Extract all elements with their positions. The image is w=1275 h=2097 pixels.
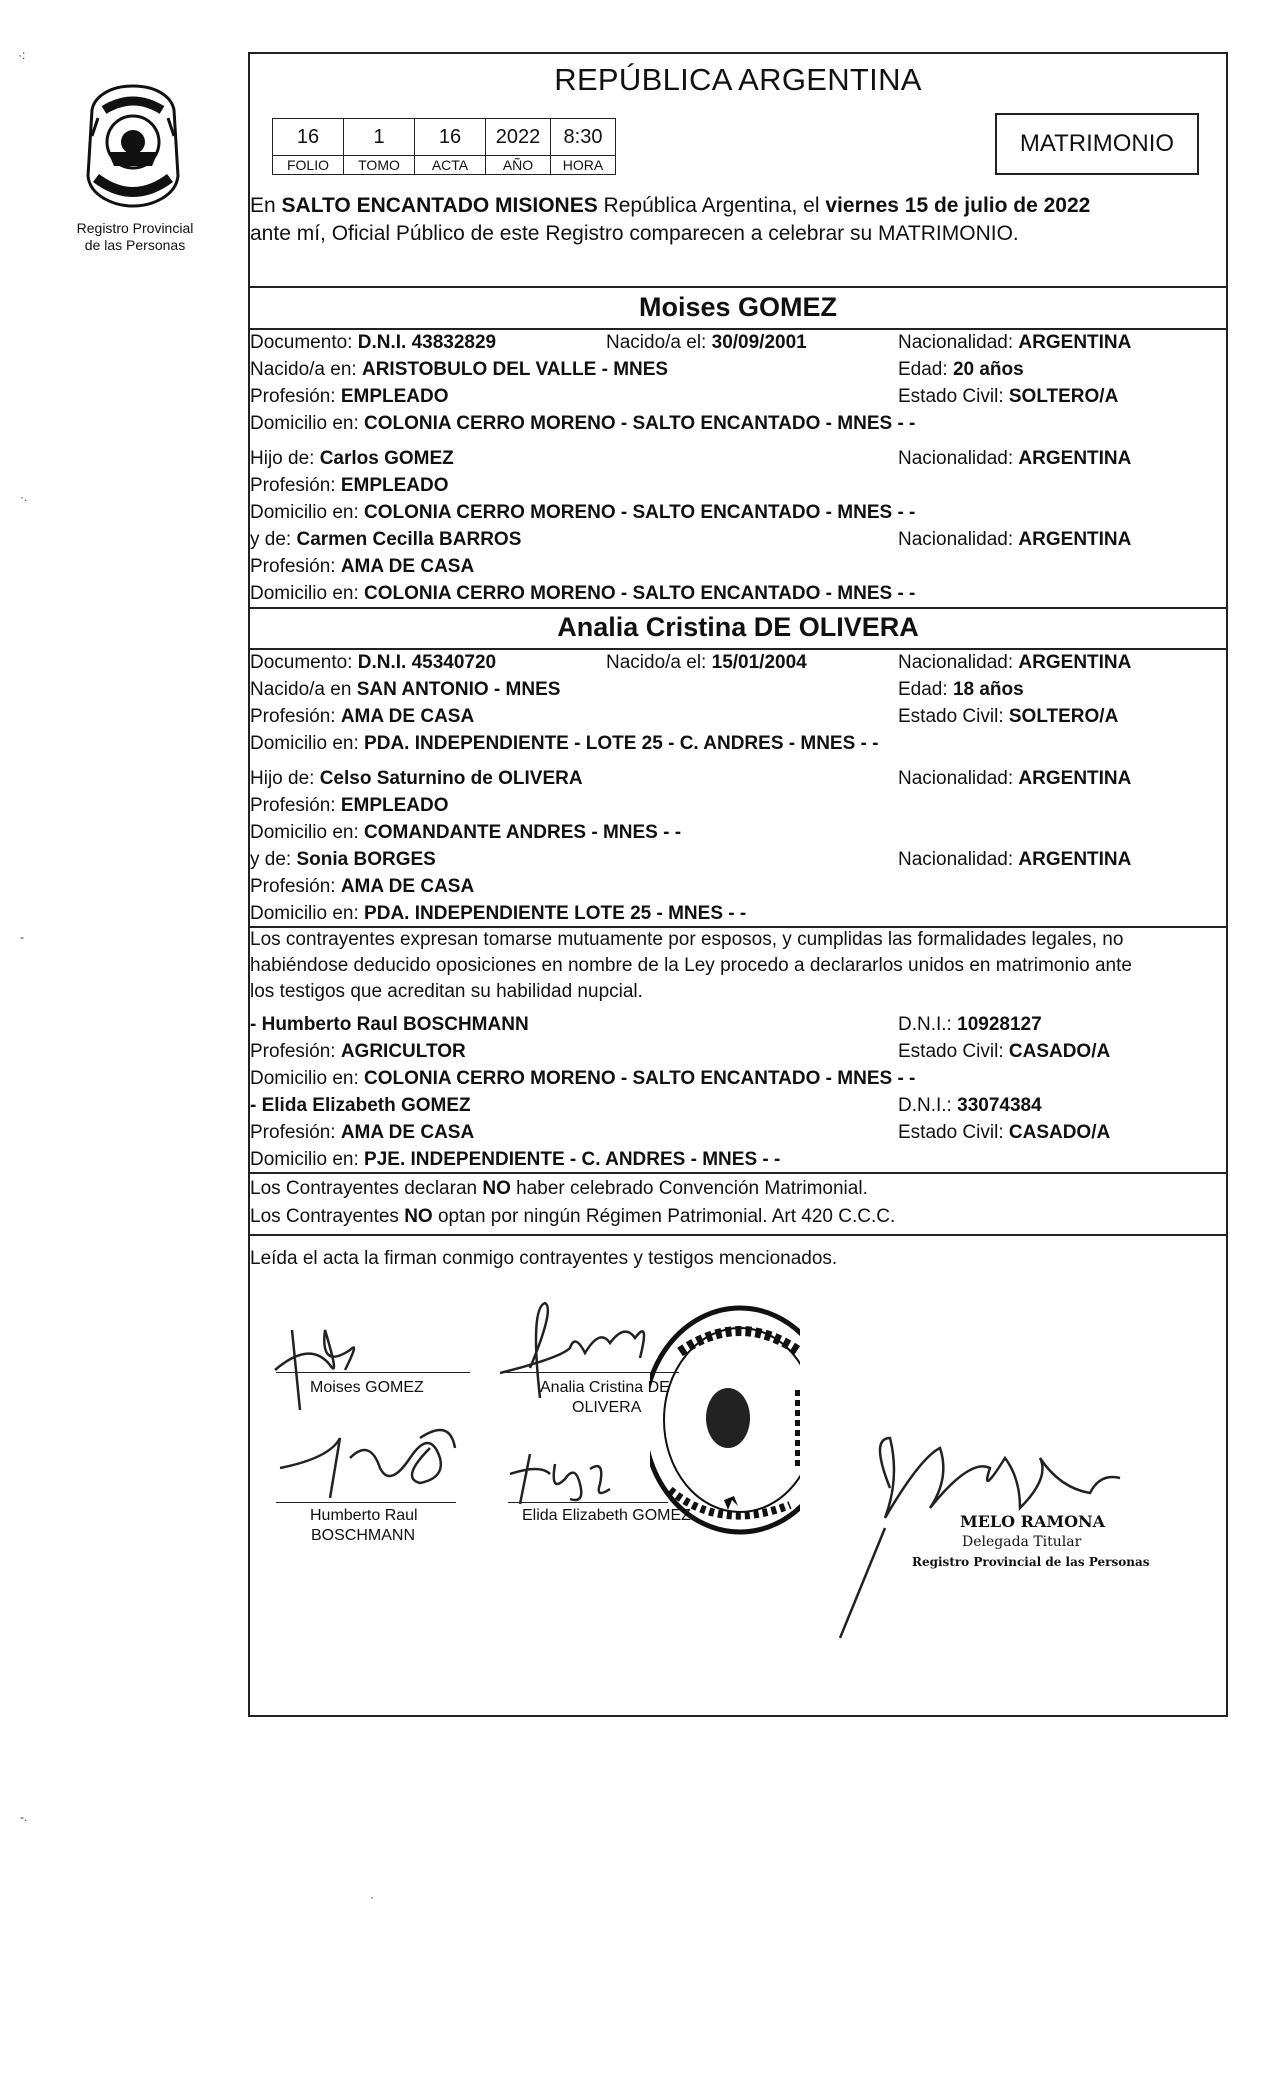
divider <box>248 1234 1228 1236</box>
spouse1-profession: Profesión: EMPLEADO <box>250 386 449 407</box>
witness1-civil-status: Estado Civil: CASADO/A <box>898 1041 1111 1062</box>
spouse1-mother: y de: Carmen Cecilla BARROS <box>250 529 522 550</box>
witness2-dni: D.N.I.: 33074384 <box>898 1095 1042 1116</box>
official-round-stamp <box>650 1300 800 1540</box>
caption-line1: Registro Provincial <box>76 220 194 236</box>
spouse1-nationality: Nacionalidad: ARGENTINA <box>898 332 1132 353</box>
spouse2-mother-profession: Profesión: AMA DE CASA <box>250 876 475 897</box>
spouse2-address: Domicilio en: PDA. INDEPENDIENTE - LOTE 25 - C. ANDRES - MNES - - <box>250 733 879 754</box>
witness1-signature-name-2: BOSCHMANN <box>311 1527 416 1544</box>
spouse1-birthdate: Nacido/a el: 30/09/2001 <box>606 332 807 353</box>
spouse1-name: Moises GOMEZ <box>638 292 838 322</box>
hora-label: HORA <box>551 156 616 175</box>
spouse1-age: Edad: 20 años <box>898 359 1024 380</box>
tomo-value: 1 <box>344 119 415 156</box>
folio-value: 16 <box>273 119 344 156</box>
divider <box>248 607 1228 609</box>
provincia-misiones-seal <box>78 80 188 210</box>
spouse1-address: Domicilio en: COLONIA CERRO MORENO - SALTO ENCANTADO - MNES - - <box>250 413 916 434</box>
scan-artifact: ·. <box>20 490 28 504</box>
spouse2-father-address: Domicilio en: COMANDANTE ANDRES - MNES - - <box>250 822 682 843</box>
anio-value: 2022 <box>486 119 551 156</box>
document-type-box: MATRIMONIO <box>995 113 1199 175</box>
intro-place: SALTO ENCANTADO MISIONES <box>281 194 598 217</box>
acta-label: ACTA <box>415 156 486 175</box>
caption-line2: de las Personas <box>84 237 186 253</box>
spouse2-profession: Profesión: AMA DE CASA <box>250 706 475 727</box>
registry-caption <box>50 220 220 254</box>
witness1-profession: Profesión: AGRICULTOR <box>250 1041 466 1062</box>
witness2-name: - Elida Elizabeth GOMEZ <box>250 1095 471 1116</box>
page-title: REPÚBLICA ARGENTINA <box>554 62 922 97</box>
witness2-signature <box>510 1444 620 1514</box>
official-role: Delegada Titular <box>962 1534 1082 1550</box>
spouse1-mother-address: Domicilio en: COLONIA CERRO MORENO - SALTO ENCANTADO - MNES - - <box>250 583 916 604</box>
spouse2-birthdate: Nacido/a el: 15/01/2004 <box>606 652 807 673</box>
bride-signature-name-2: OLIVERA <box>572 1399 642 1416</box>
closing-text: Leída el acta la firman conmigo contrayentes y testigos mencionados. <box>250 1248 838 1269</box>
declaration-text: Los contrayentes expresan tomarse mutuamente por esposos, y cumplidas las formalidades legales, no habiéndose deducido oposiciones en nombre de la Ley procedo a declararlos unidos en matrimonio ante los testigos que acreditan su habilidad nupcial. <box>250 929 1132 1002</box>
scan-artifact: -. <box>20 1810 28 1824</box>
spouse2-father-nationality: Nacionalidad: ARGENTINA <box>898 768 1132 789</box>
anio-label: AÑO <box>486 156 551 175</box>
hora-value: 8:30 <box>551 119 616 156</box>
witness1-address: Domicilio en: COLONIA CERRO MORENO - SALTO ENCANTADO - MNES - - <box>250 1068 916 1089</box>
spouse1-mother-profession: Profesión: AMA DE CASA <box>250 556 475 577</box>
divider <box>248 1172 1228 1174</box>
spouse1-document: Documento: D.N.I. 43832829 <box>250 332 497 353</box>
folio-label: FOLIO <box>273 156 344 175</box>
spouse1-father-nationality: Nacionalidad: ARGENTINA <box>898 448 1132 469</box>
spouse2-birthplace: Nacido/a en SAN ANTONIO - MNES <box>250 679 561 700</box>
scan-artifact: ·: <box>18 48 26 62</box>
intro-text: En SALTO ENCANTADO MISIONES República Argentina, el viernes 15 de julio de 2022 ante mí, Oficial Público de este Registro comparecen a celebrar su MATRIMONIO. <box>250 192 1225 248</box>
spouse2-mother-address: Domicilio en: PDA. INDEPENDIENTE LOTE 25 - MNES - - <box>250 903 747 924</box>
spouse2-age: Edad: 18 años <box>898 679 1024 700</box>
spouse1-father: Hijo de: Carlos GOMEZ <box>250 448 454 469</box>
divider <box>248 286 1228 288</box>
spouse2-civil-status: Estado Civil: SOLTERO/A <box>898 706 1119 727</box>
spouse2-mother-nationality: Nacionalidad: ARGENTINA <box>898 849 1132 870</box>
witness1-signature <box>270 1418 470 1508</box>
spouse1-father-profession: Profesión: EMPLEADO <box>250 475 449 496</box>
witness2-signature-line <box>508 1502 668 1503</box>
spouse2-nationality: Nacionalidad: ARGENTINA <box>898 652 1132 673</box>
groom-signature <box>270 1310 370 1420</box>
registry-table <box>272 118 616 175</box>
spouse2-name: Analia Cristina DE OLIVERA <box>557 612 919 642</box>
scan-artifact: · <box>370 1890 374 1904</box>
witness2-address: Domicilio en: PJE. INDEPENDIENTE - C. ANDRES - MNES - - <box>250 1149 781 1170</box>
witness1-signature-line <box>276 1502 456 1503</box>
bride-signature-name-1: Analia Cristina DE <box>540 1379 670 1396</box>
spouse1-birthplace: Nacido/a en: ARISTOBULO DEL VALLE - MNES <box>250 359 669 380</box>
intro-line2: ante mí, Oficial Público de este Registro comparecen a celebrar su MATRIMONIO. <box>250 222 1019 245</box>
convention-line1: Los Contrayentes declaran NO haber celebrado Convención Matrimonial. <box>250 1178 868 1199</box>
spouse1-father-address: Domicilio en: COLONIA CERRO MORENO - SALTO ENCANTADO - MNES - - <box>250 502 916 523</box>
official-organization: Registro Provincial de las Personas <box>912 1555 1150 1569</box>
witness1-dni: D.N.I.: 10928127 <box>898 1014 1042 1035</box>
official-name: MELO RAMONA <box>960 1512 1106 1531</box>
tomo-label: TOMO <box>344 156 415 175</box>
witness1-name: - Humberto Raul BOSCHMANN <box>250 1014 529 1035</box>
groom-signature-name: Moises GOMEZ <box>310 1379 424 1396</box>
spouse1-civil-status: Estado Civil: SOLTERO/A <box>898 386 1119 407</box>
witness2-profession: Profesión: AMA DE CASA <box>250 1122 475 1143</box>
witness2-signature-name: Elida Elizabeth GOMEZ <box>522 1507 691 1524</box>
spouse2-document: Documento: D.N.I. 45340720 <box>250 652 497 673</box>
intro-date: viernes 15 de julio de 2022 <box>825 194 1091 217</box>
convention-line2: Los Contrayentes NO optan por ningún Régimen Patrimonial. Art 420 C.C.C. <box>250 1206 896 1227</box>
spouse2-father-profession: Profesión: EMPLEADO <box>250 795 449 816</box>
witness2-civil-status: Estado Civil: CASADO/A <box>898 1122 1111 1143</box>
witness1-signature-name-1: Humberto Raul <box>310 1507 418 1524</box>
acta-value: 16 <box>415 119 486 156</box>
scan-artifact: - <box>20 930 24 944</box>
spouse2-father: Hijo de: Celso Saturnino de OLIVERA <box>250 768 583 789</box>
spouse1-mother-nationality: Nacionalidad: ARGENTINA <box>898 529 1132 550</box>
groom-signature-line <box>276 1372 470 1373</box>
spouse2-mother: y de: Sonia BORGES <box>250 849 436 870</box>
